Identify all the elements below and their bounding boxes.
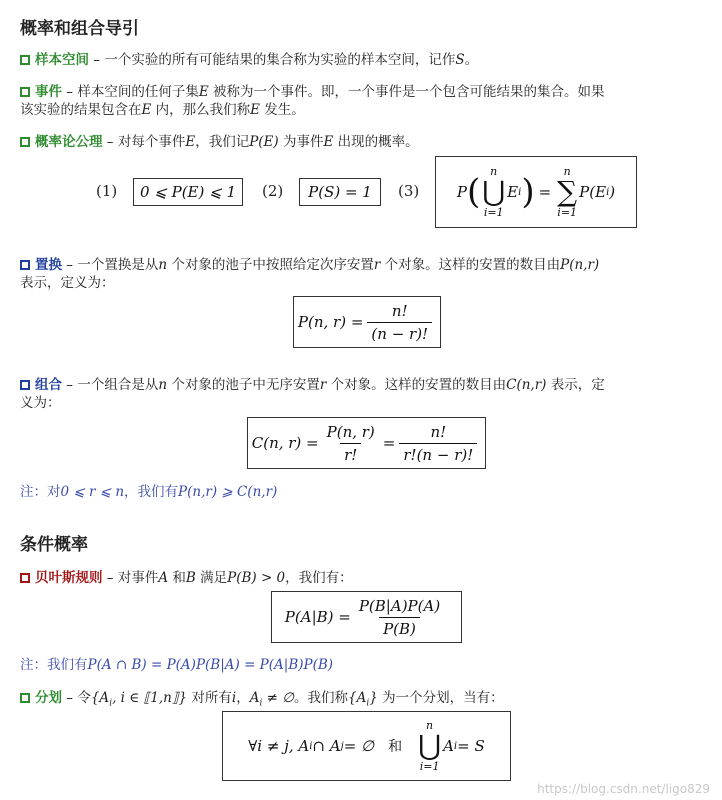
event-term: 事件 xyxy=(20,84,62,100)
checkbox-bullet-icon xyxy=(20,573,30,583)
sample-space-term: 样本空间 xyxy=(20,52,89,68)
partition-line: 分划 – 令{$A_i$, i ∈ ⟦1,n⟧} 对所有i，$A_i$ ≠ ∅。我们称$\{A_i\}$ 为一个分划，当有： xyxy=(20,688,504,714)
combination-line: 组合 – 一个组合是从n 个对象的池子中无序安置r 个对象。这样的安置的数目由C(n,r) 表示，定 xyxy=(20,375,605,395)
checkbox-bullet-icon xyxy=(20,87,30,97)
checkbox-bullet-icon xyxy=(20,137,30,147)
sample-space-line: 样本空间 – 一个实验的所有可能结果的集合称为实验的样本空间，记作S。 xyxy=(20,50,478,70)
partition-term: 分划 xyxy=(20,690,62,706)
watermark: https://blog.csdn.net/ligo829 xyxy=(537,782,710,796)
axiom-formula-3: P ( n ⋃ i=1 E i ) = n ∑ i=1 P(E i ) xyxy=(435,156,637,228)
axiom-formula-2: P(S) = 1 xyxy=(299,178,381,206)
event-line: 事件 – 样本空间的任何子集E 被称为一个事件。即，一个事件是一个包含可能结果的集合。如果 xyxy=(20,82,605,102)
checkbox-bullet-icon xyxy=(20,260,30,270)
bayes-term: 贝叶斯规则 xyxy=(20,570,103,586)
axiom-label-2: (2) xyxy=(262,182,284,200)
permutation-term: 置换 xyxy=(20,257,62,273)
permutation-line-2: 表示，定义为： xyxy=(20,275,115,291)
event-line-2: 该实验的结果包含在E 内，那么我们称E 发生。 xyxy=(20,102,305,118)
axiom-label-1: (1) xyxy=(96,182,118,200)
note-permutation-vs-combination: 注：对0 ⩽ r ⩽ n，我们有P(n,r) ⩾ C(n,r) xyxy=(20,484,278,500)
axioms-term: 概率论公理 xyxy=(20,134,103,150)
partition-formula: ∀i ≠ j, A i ∩ A j = ∅ 和 n ⋃ i=1 A i = S xyxy=(222,711,511,781)
axiom-formula-1: 0 ⩽ P(E) ⩽ 1 xyxy=(133,178,243,206)
big-union-icon: n ⋃ i=1 xyxy=(418,719,442,773)
checkbox-bullet-icon xyxy=(20,380,30,390)
page-title: 概率和组合导引 xyxy=(20,19,139,39)
checkbox-bullet-icon xyxy=(20,693,30,703)
combination-term: 组合 xyxy=(20,377,62,393)
checkbox-bullet-icon xyxy=(20,55,30,65)
big-union-icon: n ⋃ i=1 xyxy=(482,165,506,219)
combination-formula: C(n, r) = $\frac{P(n, r)}{r!}$ = $\frac{n!}{r!(n - r)!}$ xyxy=(247,417,486,469)
note-intersection: 注：我们有P(A ∩ B) = P(A)P(B|A) = P(A|B)P(B) xyxy=(20,657,334,673)
axioms-line: 概率论公理 – 对每个事件E，我们记P(E) 为事件E 出现的概率。 xyxy=(20,132,419,152)
permutation-line: 置换 – 一个置换是从n 个对象的池子中按照给定次序安置r 个对象。这样的安置的数目由P(n,r) xyxy=(20,255,599,275)
bayes-formula: P(A|B) = $\frac{P(B|A)P(A)}{P(B)}$ xyxy=(271,591,462,643)
section-title-conditional: 条件概率 xyxy=(20,535,88,555)
permutation-formula: P(n, r) = $\frac{n!}{(n - r)!}$ xyxy=(293,296,441,348)
big-sum-icon: n ∑ i=1 xyxy=(557,165,578,219)
bayes-line: 贝叶斯规则 – 对事件A 和B 满足P(B) > 0，我们有： xyxy=(20,568,353,588)
axiom-label-3: (3) xyxy=(398,182,420,200)
combination-line-2: 义为： xyxy=(20,395,61,411)
